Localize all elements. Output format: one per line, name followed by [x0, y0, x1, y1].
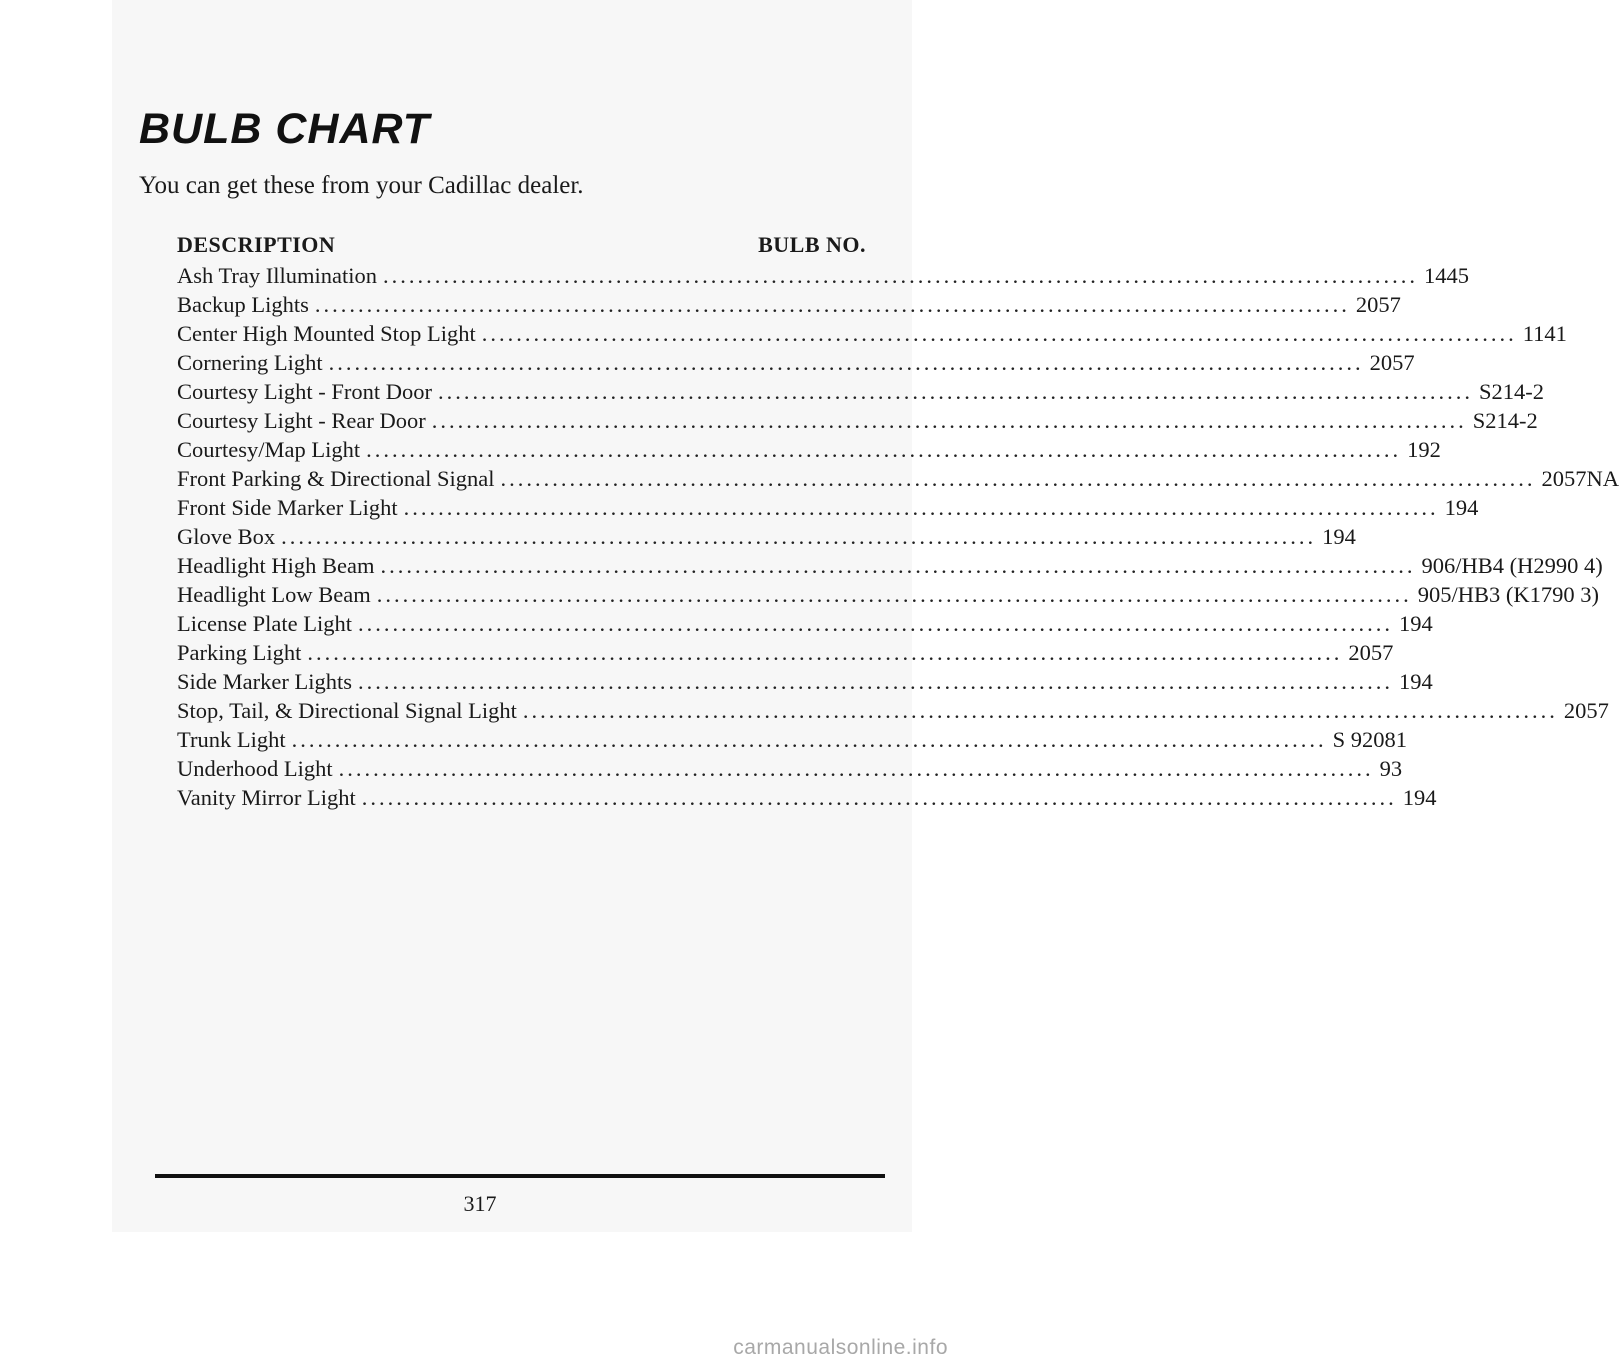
- bulb-number: 194: [1444, 495, 1479, 520]
- table-body: [177, 261, 1619, 812]
- bulb-number: S214-2: [1472, 408, 1538, 433]
- bulb-number: 2057: [1348, 640, 1394, 665]
- bulb-table: [177, 228, 1619, 812]
- bulb-description: Front Side Marker Light: [177, 495, 398, 520]
- dot-leader: ........................................................................................................................: [522, 698, 1558, 723]
- table-row: [177, 493, 1479, 522]
- intro-text: You can get these from your Cadillac dealer.: [139, 172, 584, 199]
- table-row: [177, 435, 1441, 464]
- bulb-description: Front Parking & Directional Signal: [177, 466, 495, 491]
- bulb-description: Stop, Tail, & Directional Signal Light: [177, 698, 517, 723]
- bulb-description: Cornering Light: [177, 350, 323, 375]
- bulb-number: 194: [1398, 669, 1433, 694]
- bulb-number: 1141: [1522, 321, 1567, 346]
- table-row: [177, 522, 1356, 551]
- dot-leader: ........................................................................................................................: [500, 466, 1536, 491]
- description-column-header: DESCRIPTION: [177, 232, 336, 257]
- dot-leader: ........................................................................................................................: [431, 408, 1467, 433]
- bulb-no-column-header: BULB NO.: [758, 232, 866, 257]
- dot-leader: ........................................................................................................................: [437, 379, 1473, 404]
- bulb-description: Underhood Light: [177, 756, 333, 781]
- bulb-number: 194: [1398, 611, 1433, 636]
- table-header: [177, 228, 866, 261]
- bulb-number: 905/HB3 (K1790 3): [1417, 582, 1599, 607]
- table-row: [177, 638, 1394, 667]
- bulb-number: 2057: [1355, 292, 1401, 317]
- footer-rule: [155, 1174, 885, 1178]
- bulb-number: S214-2: [1478, 379, 1544, 404]
- bulb-description: Backup Lights: [177, 292, 309, 317]
- table-row: [177, 754, 1403, 783]
- dot-leader: ........................................................................................................................: [366, 437, 1402, 462]
- watermark: carmanualsonline.info: [733, 1336, 948, 1359]
- page-title: BULB CHART: [139, 105, 431, 153]
- bulb-description: Headlight Low Beam: [177, 582, 371, 607]
- table-row: [177, 290, 1401, 319]
- table-row: [177, 377, 1544, 406]
- dot-leader: ........................................................................................................................: [403, 495, 1439, 520]
- bulb-number: 194: [1402, 785, 1437, 810]
- bulb-description: Headlight High Beam: [177, 553, 375, 578]
- dot-leader: ........................................................................................................................: [357, 669, 1393, 694]
- bulb-number: 194: [1322, 524, 1356, 549]
- dot-leader: ........................................................................................................................: [380, 553, 1416, 578]
- dot-leader: ........................................................................................................................: [376, 582, 1412, 607]
- dot-leader: ........................................................................................................................: [291, 727, 1327, 752]
- table-row: [177, 725, 1407, 754]
- bulb-description: Courtesy Light - Front Door: [177, 379, 432, 404]
- table-row: [177, 406, 1538, 435]
- table-row: [177, 348, 1415, 377]
- bulb-number: 906/HB4 (H2990 4): [1421, 553, 1603, 578]
- dot-leader: ........................................................................................................................: [314, 292, 1350, 317]
- bulb-number: S 92081: [1332, 727, 1407, 752]
- dot-leader: ........................................................................................................................: [328, 350, 1364, 375]
- table-row: [177, 261, 1470, 290]
- dot-leader: ........................................................................................................................: [338, 756, 1374, 781]
- bulb-number: 2057: [1369, 350, 1415, 375]
- bulb-description: License Plate Light: [177, 611, 352, 636]
- bulb-description: Courtesy Light - Rear Door: [177, 408, 426, 433]
- bulb-description: Center High Mounted Stop Light: [177, 321, 476, 346]
- table-row: [177, 551, 1603, 580]
- bulb-description: Glove Box: [177, 524, 276, 549]
- bulb-description: Vanity Mirror Light: [177, 785, 356, 810]
- bulb-description: Ash Tray Illumination: [177, 263, 378, 288]
- dot-leader: ........................................................................................................................: [383, 263, 1419, 288]
- table-row: [177, 783, 1437, 812]
- dot-leader: ........................................................................................................................: [281, 524, 1317, 549]
- dot-leader: ........................................................................................................................: [357, 611, 1393, 636]
- bulb-number: 2057: [1563, 698, 1609, 723]
- table-row: [177, 696, 1609, 725]
- bulb-number: 2057NA: [1541, 466, 1619, 491]
- dot-leader: ........................................................................................................................: [307, 640, 1343, 665]
- bulb-description: Parking Light: [177, 640, 302, 665]
- table-row: [177, 464, 1619, 493]
- table-row: [177, 667, 1433, 696]
- table-row: [177, 319, 1567, 348]
- bulb-description: Courtesy/Map Light: [177, 437, 361, 462]
- page-number: 317: [463, 1191, 497, 1216]
- bulb-description: Trunk Light: [177, 727, 286, 752]
- table-row: [177, 609, 1433, 638]
- bulb-number: 192: [1407, 437, 1441, 462]
- dot-leader: ........................................................................................................................: [481, 321, 1517, 346]
- table-row: [177, 580, 1599, 609]
- dot-leader: ........................................................................................................................: [361, 785, 1397, 810]
- bulb-description: Side Marker Lights: [177, 669, 352, 694]
- bulb-number: 93: [1379, 756, 1403, 781]
- bulb-number: 1445: [1424, 263, 1470, 288]
